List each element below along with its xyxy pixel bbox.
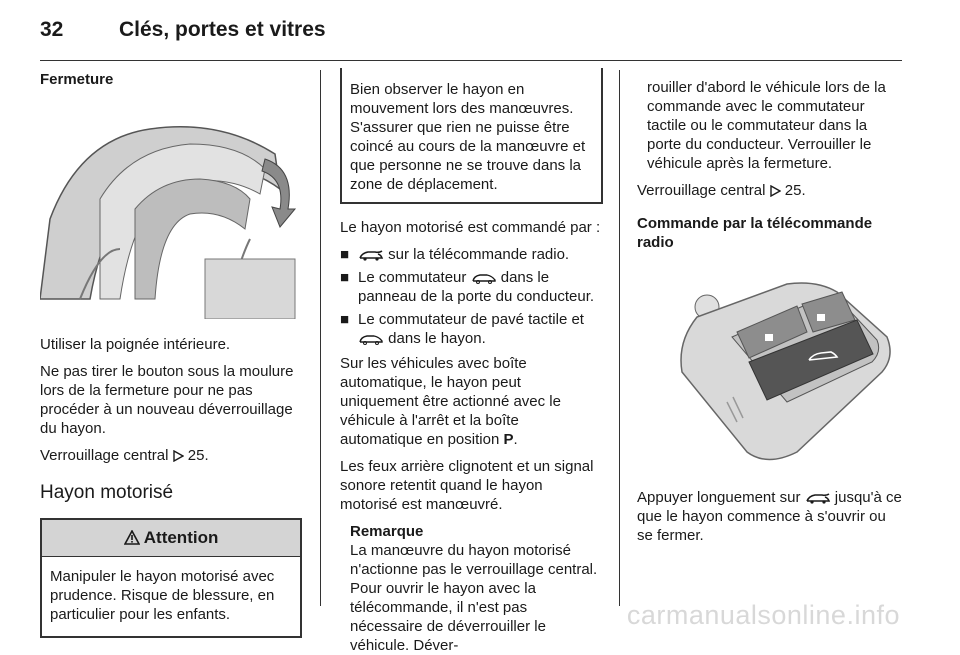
car-outline-icon	[358, 333, 384, 345]
page-title: Clés, portes et vitres	[119, 18, 326, 41]
column-divider-2	[619, 70, 620, 606]
trunk-open-icon	[805, 492, 831, 504]
text-press-long: Appuyer longuement sur jusqu'à ce que le hayon commence à s'ouvrir ou se fermer.	[637, 489, 902, 544]
watermark: carmanualsonline.info	[626, 600, 900, 630]
subheading-remote-control: Commande par la télécommande radio	[637, 215, 873, 251]
subheading-fermeture: Fermeture	[40, 71, 114, 88]
text-automatic-gearbox: Sur les véhicules avec boîte automatique, le hayon peut uniquement être actionné avec le véhicule à l'arrêt et la boîte automatique en position P.	[340, 355, 561, 448]
list-item-remote: ■ sur la télécommande radio.	[340, 246, 570, 263]
trunk-open-icon	[358, 249, 384, 261]
warning-triangle-icon	[124, 530, 140, 545]
list-item-door-switch: ■ Le commutateur dans le panneau de la porte du conducteur.	[340, 269, 595, 305]
page-number: 32	[40, 18, 64, 41]
text-do-not-pull: Ne pas tirer le bouton sous la moulure lors de la fermeture pour ne pas procéder à un nouveau déverrouillage du hayon.	[40, 363, 294, 437]
column-3	[637, 78, 903, 553]
warning-title: Attention	[143, 528, 219, 547]
triangle-arrow-icon	[173, 450, 184, 462]
warning-body: Manipuler le hayon motorisé avec prudence. Risque de blessure, en particulier pour les enfants.	[50, 568, 275, 623]
column-1	[40, 70, 302, 638]
warning-box	[40, 518, 302, 638]
remark-title: Remarque	[350, 523, 424, 540]
heading-power-tailgate: Hayon motorisé	[40, 482, 174, 503]
header-rule	[40, 60, 902, 61]
illustration-tailgate-closing	[40, 99, 302, 319]
remark-box	[340, 522, 603, 655]
column-2	[340, 68, 603, 655]
ref-central-locking: Verrouillage central 25.	[40, 447, 209, 464]
text-unlock-first: rouiller d'abord le véhicule lors de la commande avec le commutateur tactile ou le commutateur dans la porte du conducteur. Verrouiller le véhicule après la fermeture.	[647, 79, 886, 172]
warning-header	[42, 520, 300, 557]
illustration-remote-key	[637, 262, 899, 472]
control-list	[340, 245, 603, 348]
remark-body: La manœuvre du hayon motorisé n'actionne pas le verrouillage central. Pour ouvrir le hayon avec la télécommande, il n'est pas nécessaire de déverrouiller le véhicule. Déver-	[350, 542, 598, 654]
car-outline-icon	[471, 272, 497, 284]
triangle-arrow-icon	[770, 185, 781, 197]
text-lights-signal: Les feux arrière clignotent et un signal sonore retentit quand le hayon motorisé est manœuvré.	[340, 458, 594, 513]
list-item-tailgate-switch: ■ Le commutateur de pavé tactile et dans le hayon.	[340, 311, 584, 347]
text-use-inner-handle: Utiliser la poignée intérieure.	[40, 336, 231, 353]
ref-central-locking-2: Verrouillage central 25.	[637, 182, 806, 199]
column-divider-1	[320, 70, 321, 606]
warning-box-continued: Bien observer le hayon en mouvement lors des manœuvres. S'assurer que rien ne puisse être coincé au cours de la manœuvre et que personne ne se trouve dans la zone de déplacement.	[340, 68, 603, 204]
text-controlled-by: Le hayon motorisé est commandé par :	[340, 219, 601, 236]
